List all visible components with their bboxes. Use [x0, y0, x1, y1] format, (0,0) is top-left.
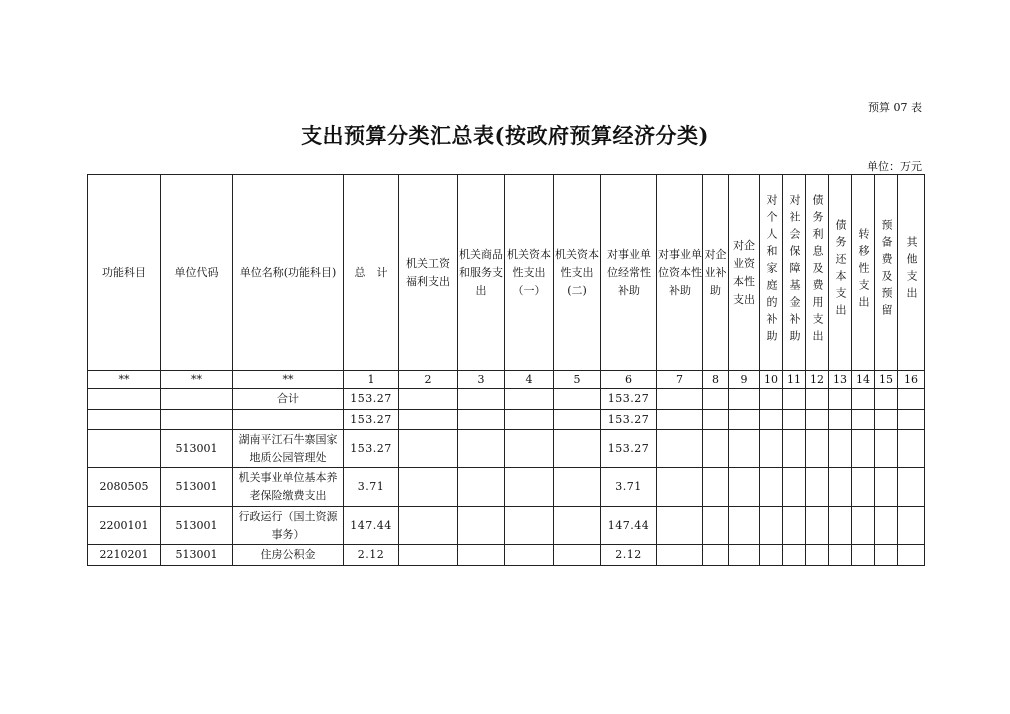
empty-cell — [554, 545, 601, 566]
empty-cell — [783, 545, 806, 566]
table-row — [88, 507, 925, 545]
empty-cell — [458, 389, 505, 410]
empty-cell — [729, 507, 760, 545]
empty-cell — [458, 468, 505, 507]
index-cell: 3 — [458, 371, 505, 389]
c6-cell: 153.27 — [601, 430, 657, 468]
empty-cell — [760, 430, 783, 468]
empty-cell — [760, 389, 783, 410]
index-cell: 16 — [898, 371, 925, 389]
table-row — [88, 430, 925, 468]
col-header-c13: 转移性支出 — [852, 175, 875, 371]
empty-cell — [703, 507, 729, 545]
unit-name-cell — [233, 410, 344, 430]
empty-cell — [852, 430, 875, 468]
empty-cell — [806, 545, 829, 566]
empty-cell — [729, 389, 760, 410]
index-cell: 15 — [875, 371, 898, 389]
budget-table — [87, 174, 925, 566]
empty-cell — [729, 545, 760, 566]
empty-cell — [829, 389, 852, 410]
empty-cell — [829, 410, 852, 430]
col-header-c6: 对事业单位资本性补助 — [657, 175, 703, 371]
func-code-cell — [88, 389, 161, 410]
c6-cell: 153.27 — [601, 389, 657, 410]
empty-cell — [657, 410, 703, 430]
c6-cell: 3.71 — [601, 468, 657, 507]
table-row — [88, 545, 925, 566]
index-cell: 1 — [344, 371, 399, 389]
col-header-c2: 机关商品和服务支出 — [458, 175, 505, 371]
empty-cell — [657, 545, 703, 566]
empty-cell — [760, 468, 783, 507]
total-cell: 147.44 — [344, 507, 399, 545]
empty-cell — [505, 389, 554, 410]
empty-cell — [458, 507, 505, 545]
empty-cell — [829, 468, 852, 507]
col-header-c10: 对社会保障基金补助 — [783, 175, 806, 371]
total-cell: 2.12 — [344, 545, 399, 566]
col-header-c7: 对企业补助 — [703, 175, 729, 371]
unit-code-cell — [161, 389, 233, 410]
total-cell: 3.71 — [344, 468, 399, 507]
empty-cell — [806, 468, 829, 507]
empty-cell — [458, 545, 505, 566]
func-code-cell: 2200101 — [88, 507, 161, 545]
unit-code-cell: 513001 — [161, 430, 233, 468]
empty-cell — [875, 430, 898, 468]
index-cell: 13 — [829, 371, 852, 389]
empty-cell — [783, 410, 806, 430]
empty-cell — [898, 545, 925, 566]
col-header-c5: 对事业单位经常性补助 — [601, 175, 657, 371]
col-header-unit-name: 单位名称(功能科目) — [233, 175, 344, 371]
empty-cell — [554, 410, 601, 430]
unit-code-cell — [161, 410, 233, 430]
index-cell: 2 — [399, 371, 458, 389]
unit-code-cell: 513001 — [161, 507, 233, 545]
empty-cell — [783, 507, 806, 545]
empty-cell — [657, 430, 703, 468]
c6-cell: 2.12 — [601, 545, 657, 566]
empty-cell — [898, 468, 925, 507]
total-cell: 153.27 — [344, 430, 399, 468]
empty-cell — [829, 545, 852, 566]
empty-cell — [806, 430, 829, 468]
index-cell: 6 — [601, 371, 657, 389]
empty-cell — [783, 468, 806, 507]
total-cell: 153.27 — [344, 410, 399, 430]
empty-cell — [852, 410, 875, 430]
empty-cell — [875, 545, 898, 566]
empty-cell — [399, 389, 458, 410]
table-row — [88, 389, 925, 410]
col-header-c3: 机关资本性支出（一） — [505, 175, 554, 371]
empty-cell — [703, 545, 729, 566]
empty-cell — [875, 468, 898, 507]
empty-cell — [806, 507, 829, 545]
empty-cell — [760, 507, 783, 545]
empty-cell — [399, 410, 458, 430]
header-row — [88, 175, 925, 371]
empty-cell — [729, 430, 760, 468]
col-header-c15: 其他支出 — [898, 175, 925, 371]
empty-cell — [703, 389, 729, 410]
col-header-func-code: 功能科目 — [88, 175, 161, 371]
func-code-cell — [88, 410, 161, 430]
empty-cell — [875, 507, 898, 545]
c6-cell: 147.44 — [601, 507, 657, 545]
col-header-unit-code: 单位代码 — [161, 175, 233, 371]
unit-code-cell: 513001 — [161, 468, 233, 507]
empty-cell — [760, 545, 783, 566]
empty-cell — [783, 389, 806, 410]
empty-cell — [852, 545, 875, 566]
empty-cell — [554, 389, 601, 410]
empty-cell — [829, 430, 852, 468]
empty-cell — [898, 389, 925, 410]
empty-cell — [505, 468, 554, 507]
col-header-c8: 对企业资本性支出 — [729, 175, 760, 371]
page-title: 支出预算分类汇总表(按政府预算经济分类) — [301, 123, 709, 148]
index-cell: 14 — [852, 371, 875, 389]
unit-name-cell: 机关事业单位基本养老保险缴费支出 — [233, 468, 344, 507]
empty-cell — [554, 468, 601, 507]
empty-cell — [554, 507, 601, 545]
empty-cell — [729, 468, 760, 507]
col-header-total: 总 计 — [344, 175, 399, 371]
empty-cell — [898, 507, 925, 545]
empty-cell — [703, 430, 729, 468]
empty-cell — [505, 410, 554, 430]
func-code-cell: 2210201 — [88, 545, 161, 566]
empty-cell — [458, 430, 505, 468]
empty-cell — [898, 410, 925, 430]
index-cell: 5 — [554, 371, 601, 389]
col-header-c1: 机关工资福利支出 — [399, 175, 458, 371]
index-cell: ** — [88, 371, 161, 389]
index-cell: 8 — [703, 371, 729, 389]
unit-name-cell: 住房公积金 — [233, 545, 344, 566]
empty-cell — [399, 468, 458, 507]
index-cell: ** — [161, 371, 233, 389]
empty-cell — [852, 389, 875, 410]
form-number: 预算 07 表 — [868, 101, 922, 114]
col-header-c11: 债务利息及费用支出 — [806, 175, 829, 371]
empty-cell — [875, 389, 898, 410]
empty-cell — [657, 507, 703, 545]
c6-cell: 153.27 — [601, 410, 657, 430]
unit-code-cell: 513001 — [161, 545, 233, 566]
empty-cell — [875, 410, 898, 430]
table-row — [88, 410, 925, 430]
empty-cell — [657, 468, 703, 507]
index-cell: 9 — [729, 371, 760, 389]
empty-cell — [703, 410, 729, 430]
empty-cell — [760, 410, 783, 430]
table-row — [88, 468, 925, 507]
unit-name-cell: 湖南平江石牛寨国家地质公园管理处 — [233, 430, 344, 468]
empty-cell — [554, 430, 601, 468]
empty-cell — [829, 507, 852, 545]
empty-cell — [399, 430, 458, 468]
empty-cell — [852, 507, 875, 545]
empty-cell — [729, 410, 760, 430]
empty-cell — [806, 389, 829, 410]
empty-cell — [399, 507, 458, 545]
empty-cell — [505, 507, 554, 545]
empty-cell — [703, 468, 729, 507]
empty-cell — [806, 410, 829, 430]
index-cell: ** — [233, 371, 344, 389]
index-cell: 4 — [505, 371, 554, 389]
empty-cell — [505, 545, 554, 566]
index-cell: 11 — [783, 371, 806, 389]
empty-cell — [852, 468, 875, 507]
index-cell: 10 — [760, 371, 783, 389]
index-cell: 12 — [806, 371, 829, 389]
col-header-c14: 预备费及预留 — [875, 175, 898, 371]
func-code-cell: 2080505 — [88, 468, 161, 507]
unit-label: 单位：万元 — [867, 160, 922, 173]
empty-cell — [505, 430, 554, 468]
empty-cell — [458, 410, 505, 430]
empty-cell — [657, 389, 703, 410]
empty-cell — [783, 430, 806, 468]
col-header-c4: 机关资本性支出(二) — [554, 175, 601, 371]
unit-name-cell: 合计 — [233, 389, 344, 410]
func-code-cell — [88, 430, 161, 468]
empty-cell — [399, 545, 458, 566]
unit-name-cell: 行政运行（国土资源事务） — [233, 507, 344, 545]
index-row — [88, 371, 925, 389]
index-cell: 7 — [657, 371, 703, 389]
col-header-c12: 债务还本支出 — [829, 175, 852, 371]
total-cell: 153.27 — [344, 389, 399, 410]
empty-cell — [898, 430, 925, 468]
col-header-c9: 对个人和家庭的补助 — [760, 175, 783, 371]
